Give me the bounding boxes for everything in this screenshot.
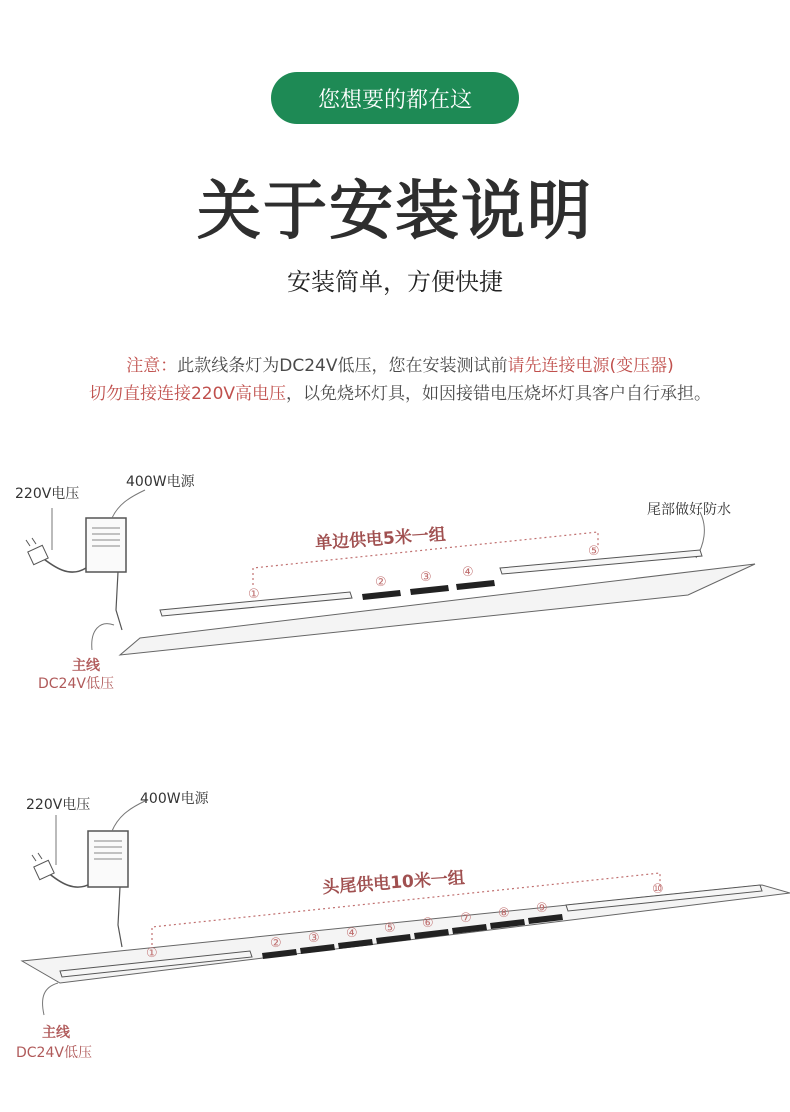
label-dc: DC24V低压: [16, 1045, 92, 1061]
num-9: ⑨: [536, 901, 548, 916]
num-2: ②: [375, 575, 387, 590]
light-bar-3: [410, 585, 449, 595]
label-main: 主线: [72, 658, 100, 674]
label-main: 主线: [42, 1025, 70, 1041]
install-diagram-2: [0, 775, 790, 1075]
label-220v: 220V电压: [26, 797, 91, 813]
notice-text-2: ，以免烧坏灯具，如因接错电压烧坏灯具客户自行承担。: [286, 384, 712, 404]
num-7: ⑦: [460, 911, 472, 926]
install-diagram-1: [0, 460, 790, 710]
num-4: ④: [346, 926, 358, 941]
notice-warning-1: 请先连接电源(变压器): [507, 356, 674, 376]
num-1: ①: [248, 587, 260, 602]
num-8: ⑧: [498, 906, 510, 921]
notice-label: 注意：: [126, 356, 178, 376]
label-group: 单边供电5米一组: [314, 524, 447, 554]
label-400w: 400W电源: [126, 474, 195, 490]
num-5: ⑤: [588, 544, 600, 559]
light-bar-4: [456, 580, 495, 590]
power-supply-icon: [86, 518, 126, 572]
light-bar-5: [500, 550, 702, 574]
num-5: ⑤: [384, 921, 396, 936]
num-2: ②: [270, 936, 282, 951]
label-tail: 尾部做好防水: [647, 502, 731, 518]
num-6: ⑥: [422, 916, 434, 931]
light-bar-2: [362, 590, 401, 600]
num-4: ④: [462, 565, 474, 580]
header-pill: 您想要的都在这: [271, 72, 519, 124]
label-400w: 400W电源: [140, 791, 209, 807]
page-subtitle: 安装简单，方便快捷: [287, 268, 503, 296]
power-supply-icon: [88, 831, 128, 887]
page-title: 关于安装说明: [197, 175, 593, 249]
notice-text-1: 此款线条灯为DC24V低压，您在安装测试前: [177, 356, 508, 376]
main-cable: [116, 572, 122, 630]
label-220v: 220V电压: [15, 486, 80, 502]
notice-warning-2: 切勿直接连接220V高电压: [88, 384, 287, 404]
label-dc: DC24V低压: [38, 676, 114, 692]
notice: [30, 352, 770, 408]
num-1: ①: [146, 946, 158, 961]
main-cable: [118, 887, 122, 947]
label-group: 头尾供电10米一组: [321, 868, 466, 899]
plug-icon: [26, 538, 48, 565]
num-3: ③: [420, 570, 432, 585]
num-10: ⑩: [652, 882, 664, 897]
num-3: ③: [308, 931, 320, 946]
